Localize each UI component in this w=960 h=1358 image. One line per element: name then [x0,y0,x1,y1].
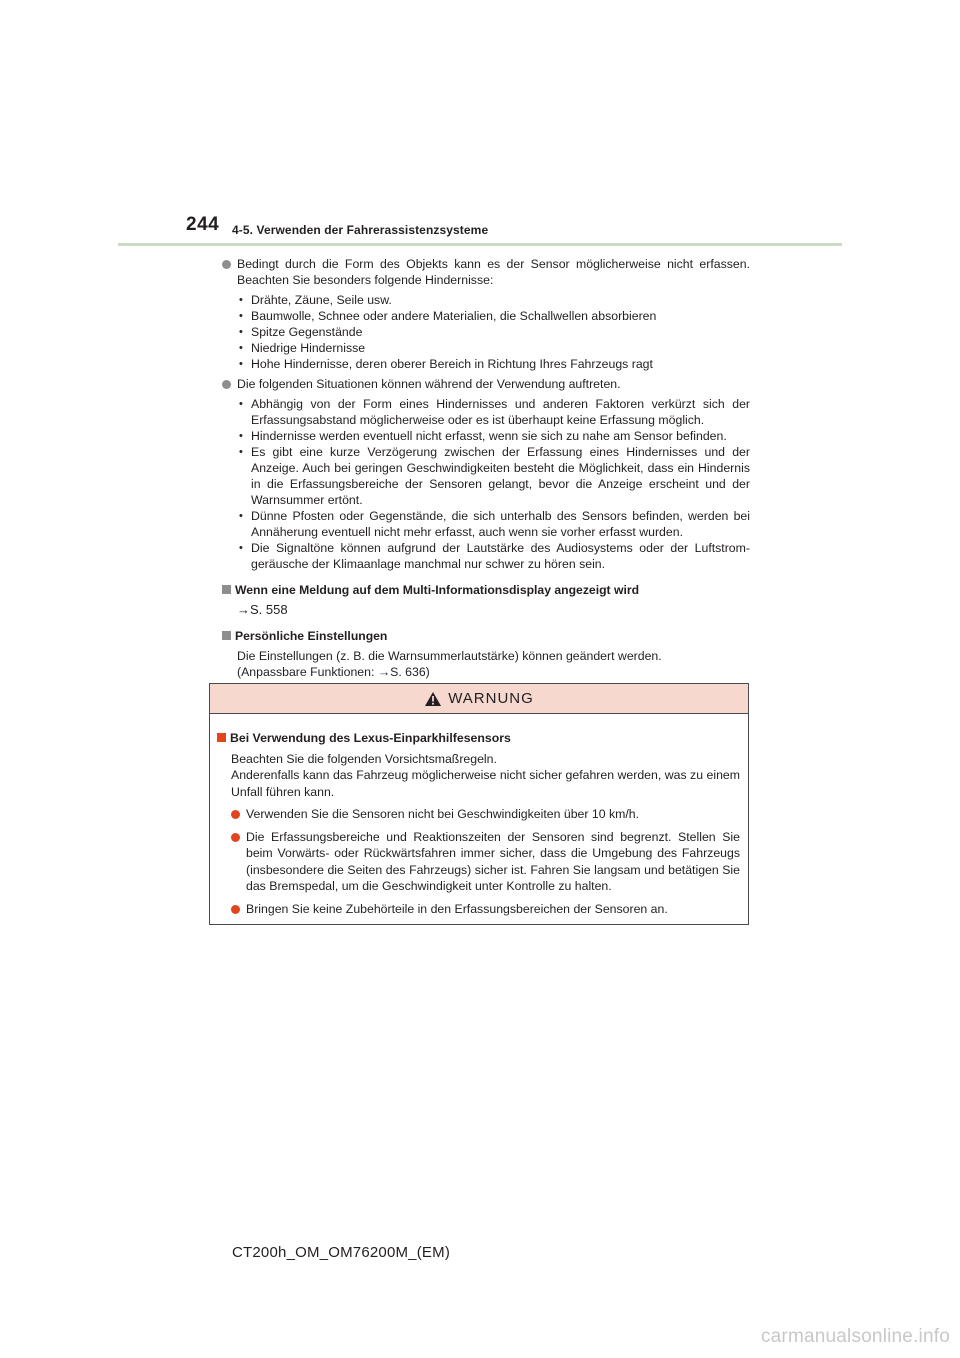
warning-bullet-icon [231,833,240,842]
warning-intro-1: Beachten Sie die folgenden Vorsichtsmaßregeln. [231,751,497,766]
warning-title: WARNUNG [448,690,534,707]
page-header [0,0,960,260]
list-item: • Hindernisse werden eventuell nicht erfasst, wenn sie sich zu nahe am Sensor befinden. [237,428,750,444]
warning-heading: Bei Verwendung des Lexus-Einparkhilfesensors [217,730,740,747]
message-heading: Wenn eine Meldung auf dem Multi-Informationsdisplay angezeigt wird [222,582,750,598]
list-item: • Abhängig von der Form eines Hindernisses und anderen Faktoren verkürzt sich der Erfassungsabstand möglicherweise oder es ist überhaupt keine Erfassung möglich. [237,396,750,428]
warning-triangle-icon [424,691,442,707]
watermark[interactable]: carmanualsonline.info [760,1326,950,1347]
situation-list [222,396,750,572]
settings-text: Die Einstellungen (z. B. die Warnsummerlautstärke) können geändert werden. [237,649,662,663]
list-item: • Dünne Pfosten oder Gegenstände, die sich unterhalb des Sensors befinden, werden bei Annäherung eventuell nicht mehr erfasst, auch wenn sie vorher erfasst wurden. [237,508,750,540]
section-title: 4-5. Verwenden der Fahrerassistenzsysteme [232,223,489,237]
list-item: • Niedrige Hindernisse [237,340,750,356]
list-item: • Baumwolle, Schnee oder andere Materialien, die Schallwellen absorbieren [237,308,750,324]
warning-box [209,683,749,925]
bullet-text: Die folgenden Situationen können während der Verwendung auftreten. [237,377,621,391]
bullet-objects [222,256,750,288]
bullet-dot-icon [222,380,231,389]
settings-heading: Persönliche Einstellungen [222,628,750,644]
list-item: • Es gibt eine kurze Verzögerung zwischen der Erfassung eines Hindernisses und der Anzeige. Auch bei geringen Geschwindigkeiten besteht die Möglichkeit, dass ein Hindernis in die Erfassungsbereiche der Sensoren gelangt, bevor die Anzeige erscheint und der Warnsummer ertönt. [237,444,750,508]
warning-bullet-icon [231,905,240,914]
list-item: • Die Signaltöne können aufgrund der Lautstärke des Audiosystems oder der Luftstrom-geräusche der Klimaanlage manchmal nur schwer zu hören sein. [237,540,750,572]
settings-reference: (Anpassbare Funktionen: →S. 636) [237,665,430,679]
bullet-text: Bedingt durch die Form des Objekts kann es der Sensor möglicherweise nicht erfassen. Beachten Sie besonders folgende Hindernisse: [237,257,750,287]
page-number: 244 [186,214,220,235]
list-item: • Spitze Gegenstände [237,324,750,340]
square-bullet-icon [217,733,226,742]
warning-bullet-icon [231,810,240,819]
warning-item: Bringen Sie keine Zubehörteile in den Erfassungsbereichen der Sensoren an. [231,901,740,918]
document-code: CT200h_OM_OM76200M_(EM) [232,1244,451,1261]
page-reference: →S. 558 [237,602,288,617]
square-bullet-icon [222,585,231,594]
list-item: • Drähte, Zäune, Seile usw. [237,292,750,308]
main-content [222,256,750,680]
obstacle-list [222,292,750,372]
list-item: • Hohe Hindernisse, deren oberer Bereich in Richtung Ihres Fahrzeugs ragt [237,356,750,372]
header-divider [118,243,842,246]
bullet-situations [222,376,750,392]
warning-item: Verwenden Sie die Sensoren nicht bei Geschwindigkeiten über 10 km/h. [231,806,740,823]
warning-item: Die Erfassungsbereiche und Reaktionszeiten der Sensoren sind begrenzt. Stellen Sie beim Vorwärts- oder Rückwärtsfahren immer sicher, dass die Umgebung des Fahrzeugs (insbesondere die Seiten des Fahrzeugs) sicher ist. Fahren Sie langsam und betätigen Sie das Bremspedal, um die Geschwindigkeit unter Kontrolle zu halten. [231,829,740,895]
warning-header [210,684,748,714]
warning-body [210,714,748,917]
bullet-dot-icon [222,260,231,269]
square-bullet-icon [222,631,231,640]
warning-intro-2: Anderenfalls kann das Fahrzeug möglicherweise nicht sicher gefahren werden, was zu einem Unfall führen kann. [231,768,740,799]
